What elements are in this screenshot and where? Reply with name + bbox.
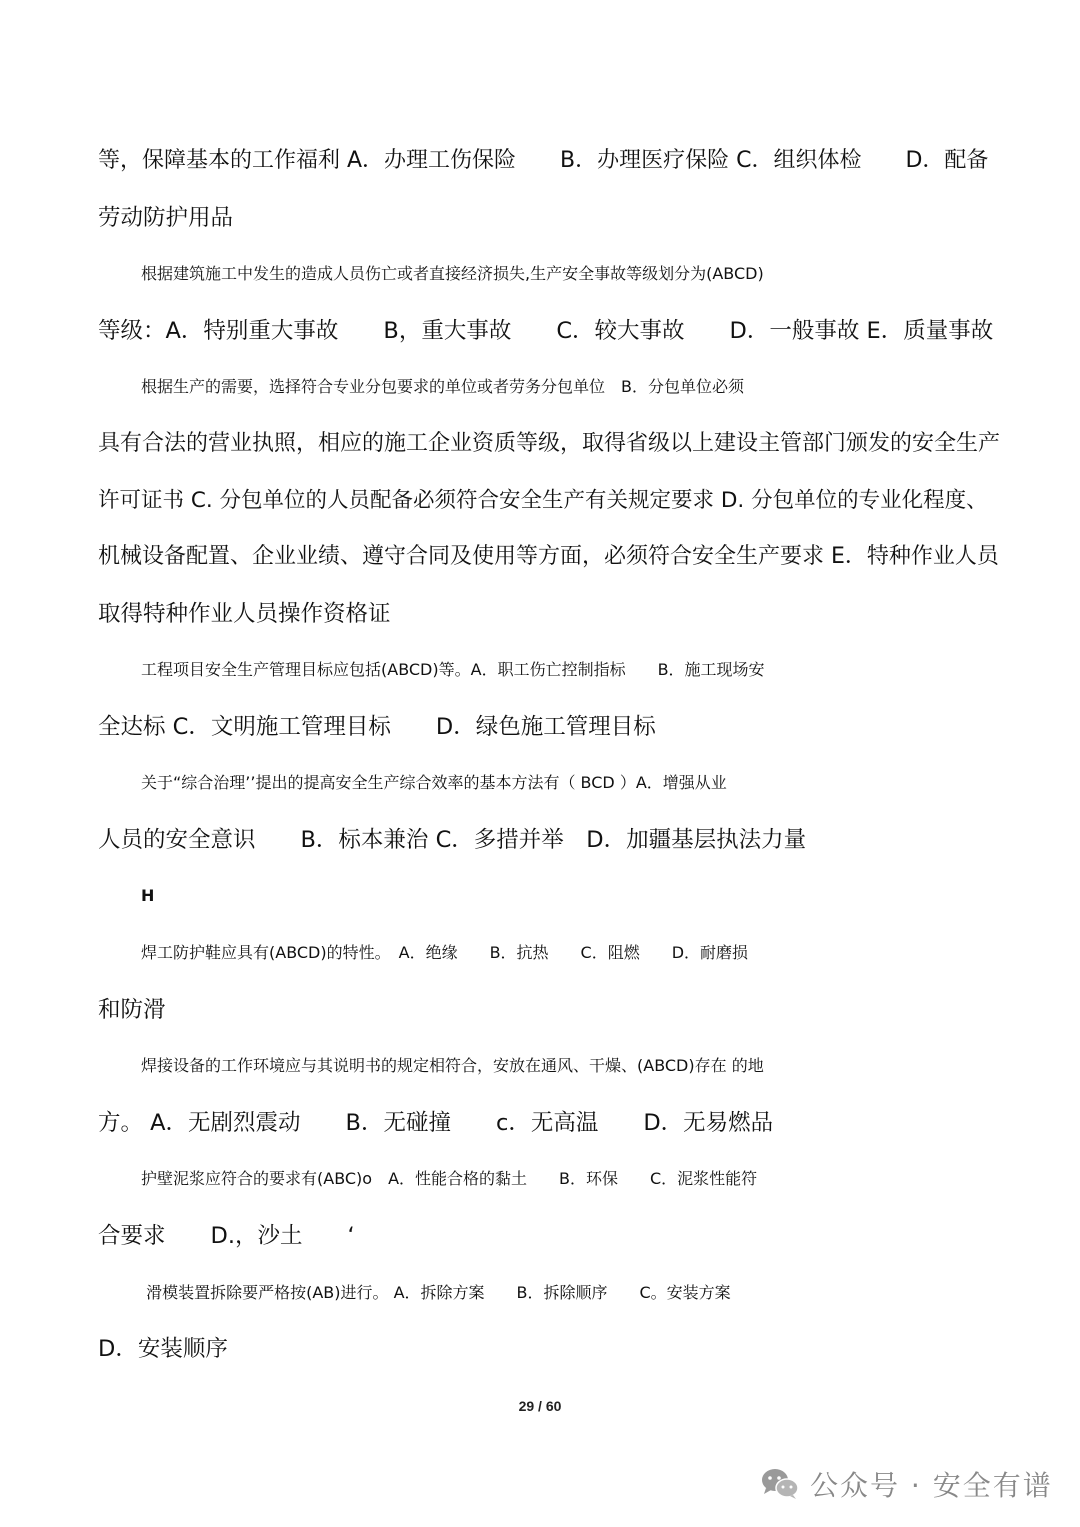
text-line: 工程项目安全生产管理目标应包括(ABCD)等。A．职工伤亡控制指标 B．施工现场安 bbox=[141, 660, 765, 679]
text-line: 等级：A．特别重大事故 B，重大事故 C．较大事故 D．一般事故 E．质量事故 bbox=[98, 318, 994, 344]
text-line: 焊工防护鞋应具有(ABCD)的特性。 A．绝缘 B．抗热 C．阻燃 D．耐磨损 bbox=[141, 943, 749, 962]
watermark-text: 公众号 · 安全有谱 bbox=[810, 1469, 1053, 1502]
text-line: D．安装顺序 bbox=[98, 1336, 228, 1362]
text-line: 机械设备配置、企业业绩、遵守合同及使用等方面，必须符合安全生产要求 E．特种作业人员 bbox=[98, 544, 999, 569]
text-line: 护壁泥浆应符合的要求有(ABC)o A．性能合格的黏土 B．环保 C．泥浆性能符 bbox=[141, 1169, 758, 1188]
watermark bbox=[760, 1462, 1053, 1506]
text-line: 和防滑 bbox=[98, 997, 166, 1023]
text-line: 劳动防护用品 bbox=[98, 205, 234, 231]
text-line: 方。 A．无剧烈震动 B．无碰撞 c．无高温 D．无易燃品 bbox=[98, 1110, 774, 1136]
text-line: 许可证书 C. 分包单位的人员配备必须符合安全生产有关规定要求 D. 分包单位的专业化程度、 bbox=[98, 488, 988, 513]
text-line: 人员的安全意识 B．标本兼治 C．多措并举 D．加疆基层执法力量 bbox=[98, 827, 807, 853]
page-number: 29 / 60 bbox=[518, 1398, 562, 1414]
text-line: 具有合法的营业执照，相应的施工企业资质等级，取得省级以上建设主管部门颁发的安全生产 bbox=[98, 431, 1001, 456]
wechat-icon bbox=[760, 1467, 800, 1501]
text-line: 根据生产的需要，选择符合专业分包要求的单位或者劳务分包单位 B．分包单位必须 bbox=[141, 377, 744, 396]
text-line: 滑模装置拆除要严格按(AB)进行。 A．拆除方案 B．拆除顺序 C。安装方案 bbox=[141, 1283, 731, 1302]
text-line: 关于“综合治理’’提出的提高安全生产综合效率的基本方法有（ BCD ）A．增强从业 bbox=[141, 773, 727, 792]
text-line: 取得特种作业人员操作资格证 bbox=[98, 601, 391, 627]
text-line: 合要求 D.，沙土 ‘ bbox=[98, 1223, 355, 1249]
text-line: 根据建筑施工中发生的造成人员伤亡或者直接经济损失,生产安全事故等级划分为(ABCD) bbox=[141, 264, 764, 283]
text-line: 焊接设备的工作环境应与其说明书的规定相符合，安放在通风、干燥、(ABCD)存在 的地 bbox=[141, 1056, 764, 1075]
text-line: 等，保障基本的工作福利 A．办理工伤保险 B．办理医疗保险 C．组织体检 D．配备 bbox=[98, 148, 989, 173]
text-line: 全达标 C．文明施工管理目标 D．绿色施工管理目标 bbox=[98, 714, 656, 740]
section-heading: H bbox=[141, 886, 155, 905]
